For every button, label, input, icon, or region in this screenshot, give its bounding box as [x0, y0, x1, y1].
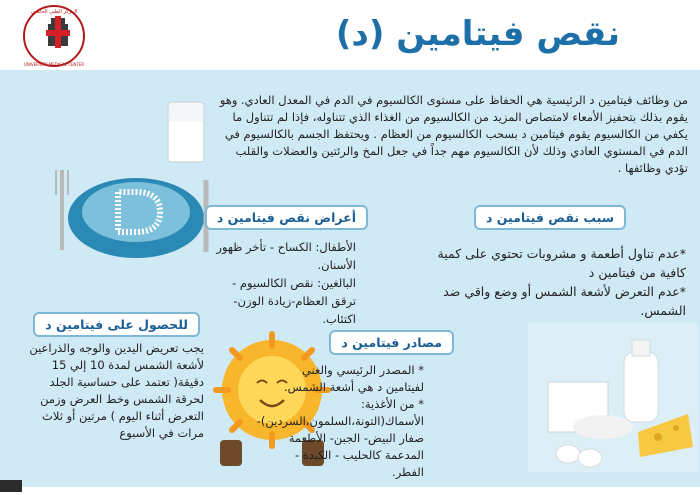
sources-text	[256, 362, 424, 481]
university-medical-center-logo	[22, 4, 86, 68]
intro-paragraph: من وظائف فيتامين د الرئيسية هي الحفاظ على مستوى الكالسيوم في الدم في المعدل العادي. وهو يقوم بذلك بتحفيز الأمعاء لامتصاص المزيد من الكالسيوم من الغذاء الذي تتناوله، فإذا لم تتناول ما يكفي من الكالسيوم يقوم فيتامين د بسحب الكالسيوم من العظام . ويحتفظ الجسم بالكالسيوم في الدم في المستوي العادي وذلك لأن الكالسيوم مهم جداً في جعل المخ والرئتين والعضلات والقلب تؤدي وظائفها .	[219, 93, 688, 175]
sources-line-1: * المصدر الرئيسي والغني لفيتامين د هي أشعة الشمس.	[283, 363, 424, 394]
sources-line-3: الأسماك(التونة،السلمون،السردين)- صفار البيض- الجبن- الأطعمة المدعمة كالحليب - الكبدة - الفطر.	[256, 414, 424, 479]
plate-with-d-icon	[48, 100, 218, 260]
footer-mark	[0, 480, 22, 492]
page-title: نقص فيتامين (د)	[335, 14, 620, 54]
symptoms-text	[206, 238, 356, 328]
heading-sources: مصادر فيتامين د	[329, 330, 454, 355]
sources-line-2: * من الأغذية:	[360, 397, 424, 411]
heading-obtain: للحصول على فيتامين د	[33, 312, 200, 337]
cause-line-2: *عدم التعرض لأشعة الشمس أو وضع واقي ضد الشمس.	[443, 284, 686, 318]
heading-cause: سبب نقص فيتامين د	[474, 205, 626, 230]
heading-symptoms: أعراض نقص فيتامين د	[205, 205, 368, 230]
symptoms-line-children: الأطفال: الكساح - تأخر ظهور الأسنان.	[216, 240, 356, 272]
logo-english-text: UNIVERSITY MEDICAL CENTER	[23, 62, 85, 67]
cause-text	[416, 244, 686, 320]
symptoms-line-adults: البالغين: نقص الكالسيوم - ترقق العظام-زيادة الوزن- اكتئاب.	[232, 276, 356, 326]
cause-line-1: *عدم تناول أطعمة و مشروبات تحتوي على كمية كافية من فيتامين د	[437, 246, 686, 280]
obtain-text: يجب تعريض اليدين والوجه والذراعين لأشعة الشمس لمدة 10 إلي 15 دقيقة( تعتمد على حساسية الجلد لحرقة الشمس وخط العرض وزمن التعرض أثناء اليوم ) مرتين أو ثلاث مرات في الأسبوع	[29, 341, 204, 440]
logo-arabic-text: المركز الطبي الجامعي	[30, 9, 78, 15]
dairy-products-icon	[528, 322, 698, 472]
